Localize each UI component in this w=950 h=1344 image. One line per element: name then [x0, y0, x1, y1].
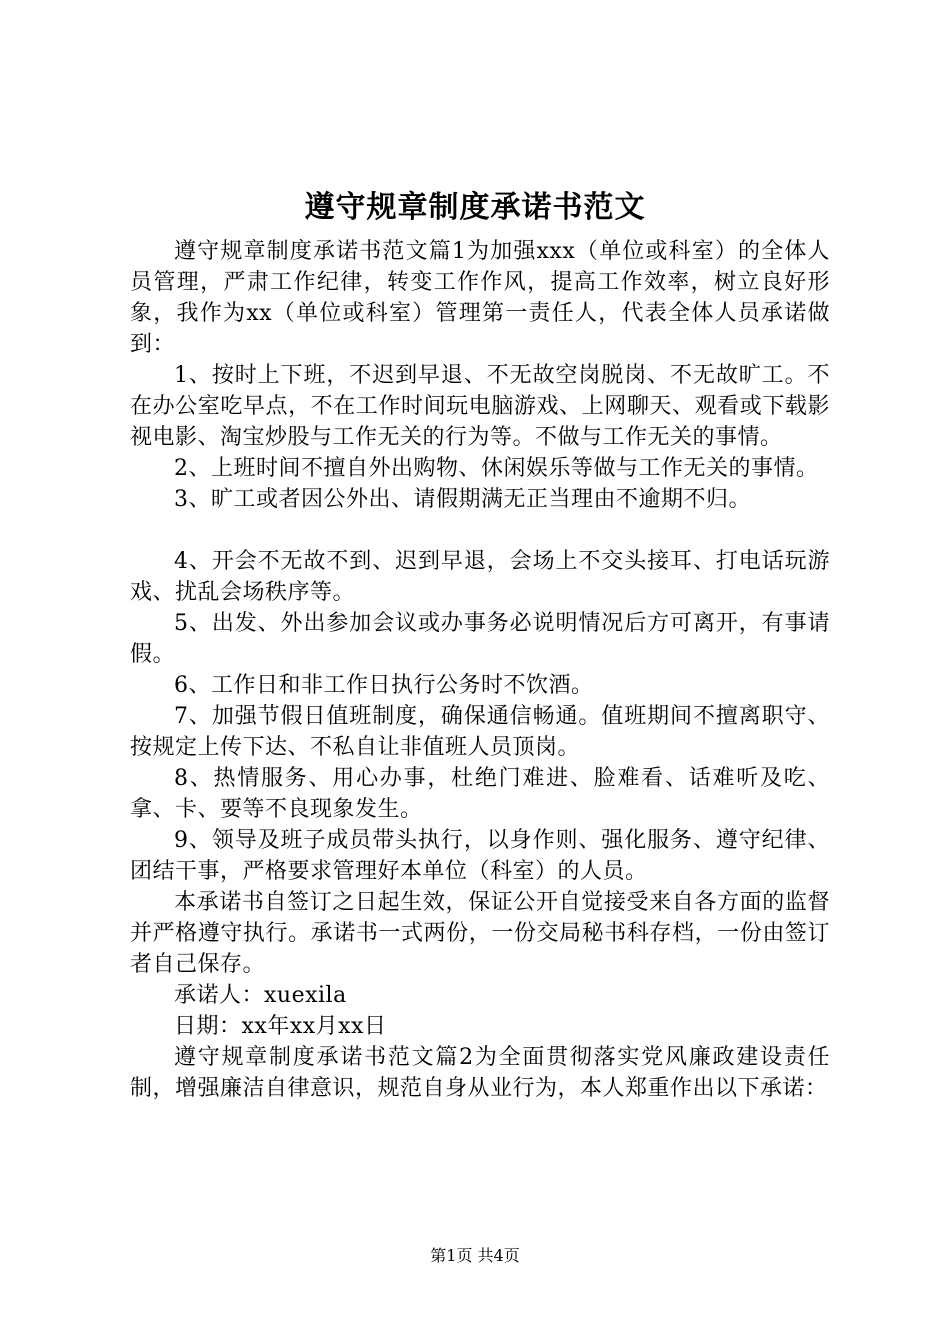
- paragraph-spacer: [130, 515, 830, 546]
- paragraph-effect: 本承诺书自签订之日起生效，保证公开自觉接受来自各方面的监督并严格遵守执行。承诺书一式两份，一份交局秘书科存档，一份由签订者自己保存。: [130, 890, 830, 977]
- paragraph-item-7: 7、加强节假日值班制度，确保通信畅通。值班期间不擅离职守、按规定上传下达、不私自让非值班人员顶岗。: [130, 704, 830, 760]
- paragraph-item-4: 4、开会不无故不到、迟到早退，会场上不交头接耳、打电话玩游戏、扰乱会场秩序等。: [130, 549, 830, 605]
- paragraph-intro: 遵守规章制度承诺书范文篇1为加强xxx（单位或科室）的全体人员管理，严肃工作纪律，转变工作作风，提高工作效率，树立良好形象，我作为xx（单位或科室）管理第一责任人，代表全体人员承诺做到：: [130, 239, 830, 357]
- paragraph-item-9: 9、领导及班子成员带头执行，以身作则、强化服务、遵守纪律、团结干事，严格要求管理好本单位（科室）的人员。: [130, 828, 830, 884]
- paragraph-item-1: 1、按时上下班，不迟到早退、不无故空岗脱岗、不无故旷工。不在办公室吃早点，不在工作时间玩电脑游戏、上网聊天、观看或下载影视电影、淘宝炒股与工作无关的行为等。不做与工作无关的事情。: [130, 363, 830, 450]
- paragraph-item-6: 6、工作日和非工作日执行公务时不饮酒。: [174, 673, 594, 698]
- paragraph-item-3: 3、旷工或者因公外出、请假期满无正当理由不逾期不归。: [174, 487, 751, 512]
- paragraph-item-2: 2、上班时间不擅自外出购物、休闲娱乐等做与工作无关的事情。: [174, 456, 819, 481]
- paragraph-part-2: 遵守规章制度承诺书范文篇2为全面贯彻落实党风廉政建设责任制，增强廉洁自律意识，规范自身从业行为，本人郑重作出以下承诺：: [130, 1045, 830, 1101]
- paragraph-date: 日期：xx年xx月xx日: [174, 1014, 387, 1039]
- paragraph-item-5: 5、出发、外出参加会议或办事务必说明情况后方可离开，有事请假。: [130, 611, 830, 667]
- document-title: 遵守规章制度承诺书范文: [304, 190, 646, 225]
- document-body: [130, 236, 830, 1104]
- paragraph-item-8: 8、热情服务、用心办事，杜绝门难进、脸难看、话难听及吃、拿、卡、要等不良现象发生。: [130, 766, 830, 822]
- page-number: 第1页 共4页: [430, 1246, 520, 1265]
- paragraph-signer: 承诺人：xuexila: [174, 983, 347, 1008]
